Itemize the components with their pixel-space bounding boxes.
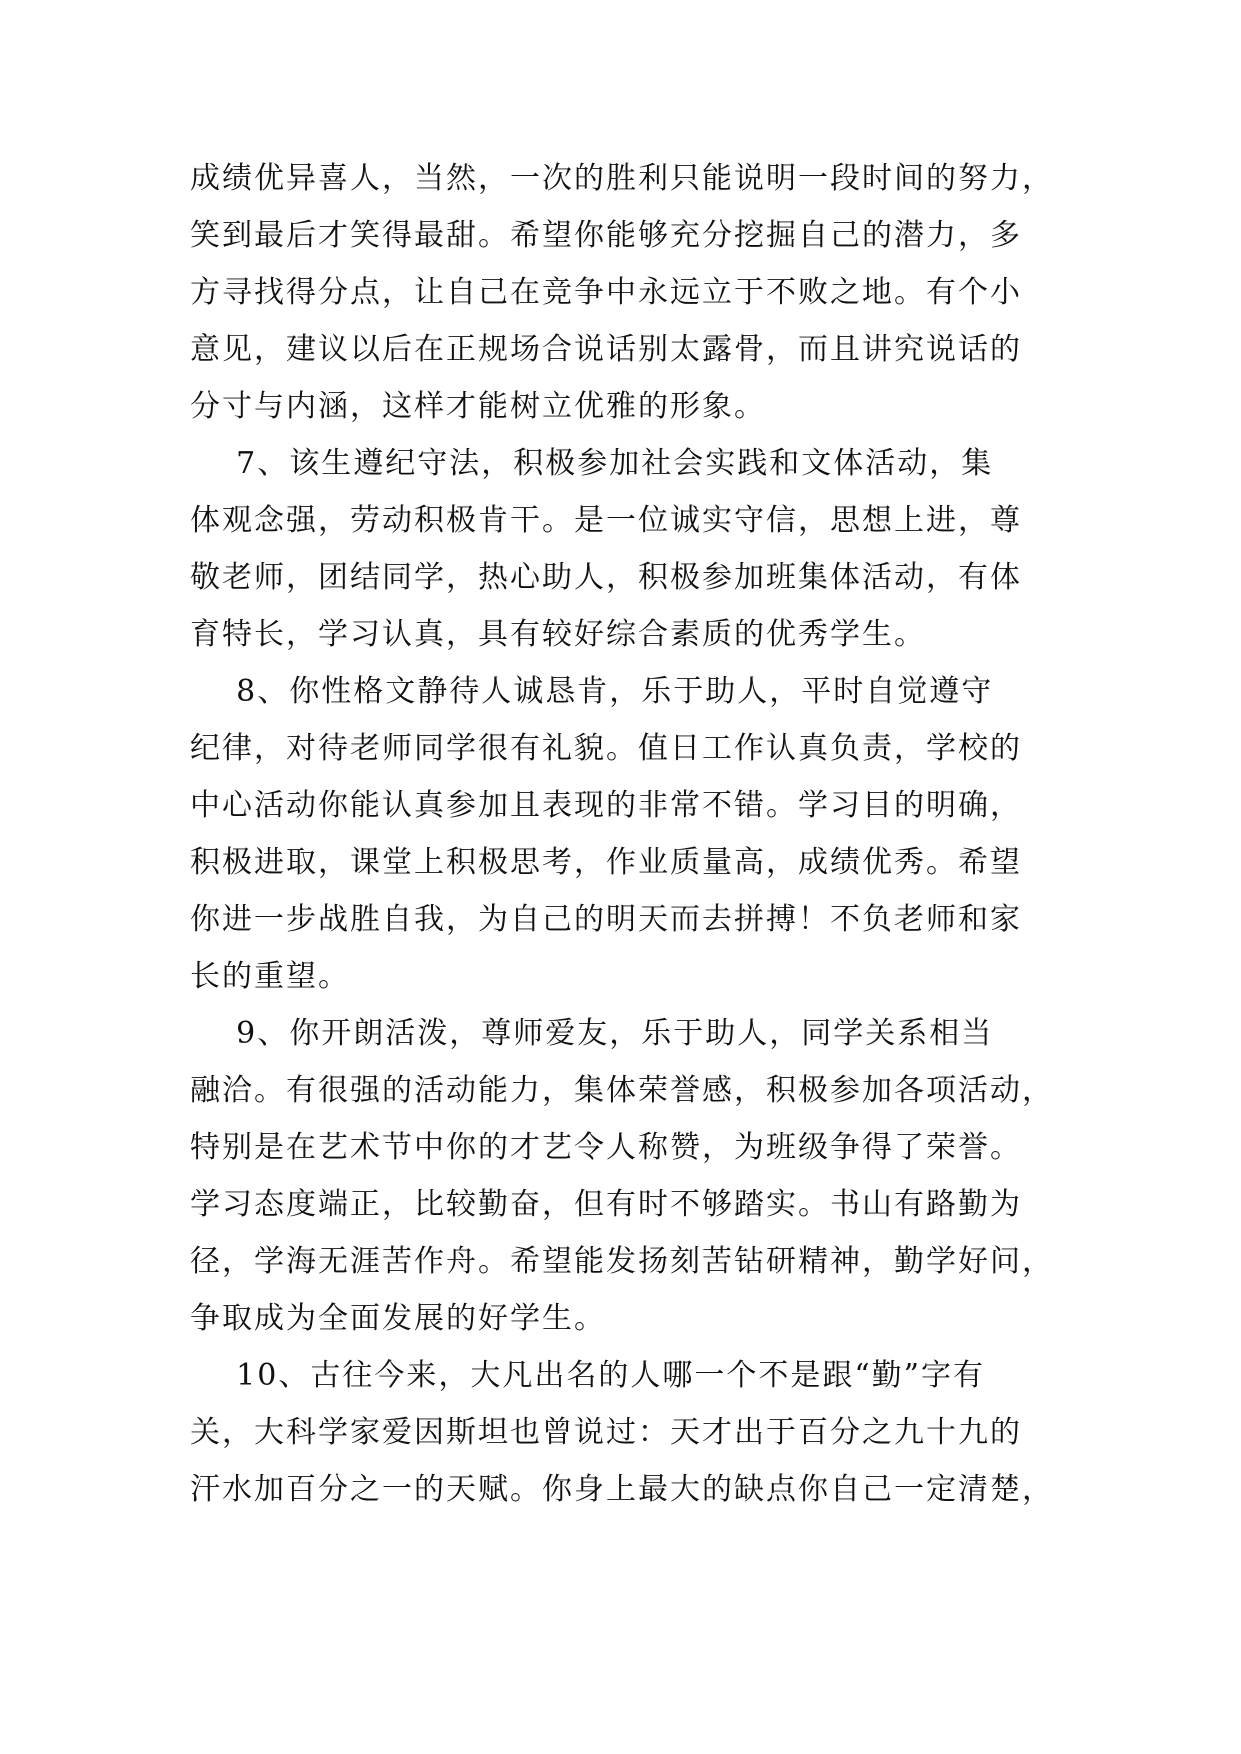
text-line: 成绩优异喜人，当然，一次的胜利只能说明一段时间的努力，: [190, 161, 1054, 196]
text-line: 笑到最后才笑得最甜。希望你能够充分挖掘自己的潜力，多: [190, 218, 1022, 253]
text-line: 特别是在艺术节中你的才艺令人称赞，为班级争得了荣誉。: [190, 1130, 1022, 1165]
text-line: 育特长，学习认真，具有较好综合素质的优秀学生。: [190, 617, 926, 652]
text-line: 方寻找得分点，让自己在竞争中永远立于不败之地。有个小: [190, 275, 1022, 310]
paragraph-9: [190, 1005, 1070, 1347]
text-line: 关，大科学家爱因斯坦也曾说过：天才出于百分之九十九的: [190, 1415, 1022, 1450]
text-line: 学习态度端正，比较勤奋，但有时不够踏实。书山有路勤为: [190, 1187, 1022, 1222]
text-line: 纪律，对待老师同学很有礼貌。值日工作认真负责，学校的: [190, 731, 1022, 766]
text-line: 分寸与内涵，这样才能树立优雅的形象。: [190, 389, 766, 424]
paragraph-10: [190, 1347, 1070, 1518]
text-line: 你进一步战胜自我，为自己的明天而去拼搏！不负老师和家: [190, 902, 1022, 937]
text-line: 争取成为全面发展的好学生。: [190, 1301, 606, 1336]
text-line: 径，学海无涯苦作舟。希望能发扬刻苦钻研精神，勤学好问，: [190, 1244, 1054, 1279]
paragraph-8: [190, 663, 1070, 1005]
text-line: 7、该生遵纪守法，积极参加社会实践和文体活动，集: [190, 446, 994, 481]
text-line: 8、你性格文静待人诚恳肯，乐于助人，平时自觉遵守: [190, 674, 994, 709]
text-line: 10、古往今来，大凡出名的人哪一个不是跟“勤”字有: [190, 1358, 985, 1393]
text-line: 积极进取，课堂上积极思考，作业质量高，成绩优秀。希望: [190, 845, 1022, 880]
paragraph-7: [190, 435, 1070, 663]
text-line: 体观念强，劳动积极肯干。是一位诚实守信，思想上进，尊: [190, 503, 1022, 538]
text-line: 意见，建议以后在正规场合说话别太露骨，而且讲究说话的: [190, 332, 1022, 367]
text-line: 融洽。有很强的活动能力，集体荣誉感，积极参加各项活动，: [190, 1073, 1054, 1108]
document-body: [190, 150, 1070, 1518]
text-line: 9、你开朗活泼，尊师爱友，乐于助人，同学关系相当: [190, 1016, 994, 1051]
paragraph-1: [190, 150, 1070, 435]
text-line: 中心活动你能认真参加且表现的非常不错。学习目的明确，: [190, 788, 1022, 823]
text-line: 汗水加百分之一的天赋。你身上最大的缺点你自己一定清楚，: [190, 1472, 1054, 1507]
text-line: 长的重望。: [190, 959, 350, 994]
text-line: 敬老师，团结同学，热心助人，积极参加班集体活动，有体: [190, 560, 1022, 595]
